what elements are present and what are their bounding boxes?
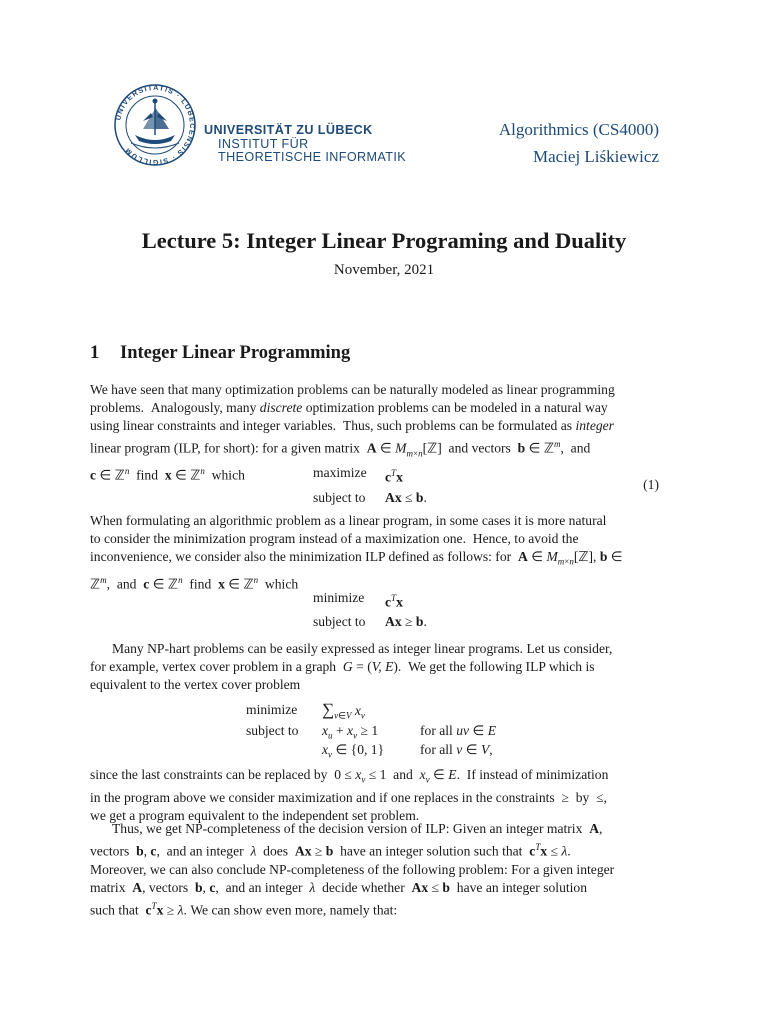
paragraph-np-completeness: Thus, we get NP-completeness of the decision version of ILP: Given an integer matrix A, vectors b, c, and an integer λ does Ax ≥ b have an integer solution such that $c^Tx \le \lambda$. Moreover, we can also conclude NP-completeness of the following problem: For a given integer matrix A, vectors b, c, and an integer λ decide whether Ax ≤ b have an integer solution such that $c^Tx \ge \lambda$. We can show even more, namely that:: [90, 821, 615, 918]
eq3-cond2-label: for all: [420, 742, 453, 757]
course-info: [499, 116, 659, 170]
department-line: THEORETISCHE INFORMATIK: [218, 150, 407, 164]
author-name: Maciej Liśkiewicz: [532, 147, 659, 166]
lecture-title: Lecture 5: Integer Linear Programing and Duality: [141, 228, 627, 253]
lecture-date: November, 2021: [333, 262, 435, 278]
institute-logo-text: [204, 124, 406, 165]
section-heading: [90, 343, 350, 364]
seal-lettering: UNIVERSITATIS · LUBECENSIS · SIGILLUM: [113, 83, 197, 167]
eq2-con-label: subject to: [313, 614, 366, 629]
paragraph-intro: We have seen that many optimization problems can be naturally modeled as linear programming problems. Analogously, many discrete optimization problems can be modeled in a natural way using linear constraints and integer variables. Thus, such problems can be formulated as integer linear program (ILP, for short): for a given matrix A ∈ $M_{m\times n}[ℤ]$ and vectors b ∈ ℤ$^m$, and c ∈ ℤ$^n$ find x ∈ ℤ$^n$ which: [90, 382, 615, 483]
equation-number: (1): [643, 477, 659, 492]
eq3-con-label: subject to: [246, 723, 299, 738]
paragraph-minimization: When formulating an algorithmic problem as a linear program, in some cases it is more natural to consider the minimization program instead of a maximization one. Hence, to avoid the inconvenience, we consider also the minimization ILP defined as follows: for A ∈ $M_{m\times n}[ℤ]$, b ∈ ℤ$^m$, and c ∈ ℤ$^n$ find x ∈ ℤ$^n$ which: [90, 513, 623, 592]
eq2-constraint: subject to Ax ≥ b.: [313, 614, 427, 629]
eq3-obj-label: minimize: [246, 702, 298, 717]
section-number: 1: [90, 343, 100, 363]
eq2-objective: minimize $c^Tx$: [313, 590, 403, 610]
paragraph-independent-set: since the last constraints can be replaced by $0 \le x_v \le 1$ and $x_v$ ∈ E. If instead of minimization in the program above we consider maximization and if one replaces in the constraints ≥ by ≤, we get a program equivalent to the independent set problem.: [90, 767, 609, 823]
institute-line: INSTITUT FÜR: [218, 136, 309, 151]
eq1-con-label: subject to: [313, 490, 366, 505]
paragraph-vertex-cover: Many NP-hart problems can be easily expressed as integer linear programs. Let us consider, for example, vertex cover problem in a graph G = (V, E). We get the following ILP which is equivalent to the vertex cover problem: [90, 641, 613, 692]
eq3-cond1-label: for all: [420, 723, 453, 738]
eq1-obj-label: maximize: [313, 465, 367, 480]
eq3-objective: minimize $\sum_{v\in V}$ $x_v$: [246, 700, 365, 721]
eq2-obj-label: minimize: [313, 590, 365, 605]
eq1-constraint: subject to Ax ≤ b.: [313, 490, 427, 505]
university-name: UNIVERSITÄT ZU LÜBECK: [204, 123, 373, 137]
eq1-objective: maximize $c^Tx$: [313, 465, 403, 485]
eq3-constraint-1: subject to $x_u + x_v \ge 1$ for all uv ∈ E: [246, 723, 497, 741]
section-title: Integer Linear Programming: [120, 343, 351, 363]
university-seal: [113, 83, 197, 171]
course-name: Algorithmics (CS4000): [498, 120, 659, 139]
